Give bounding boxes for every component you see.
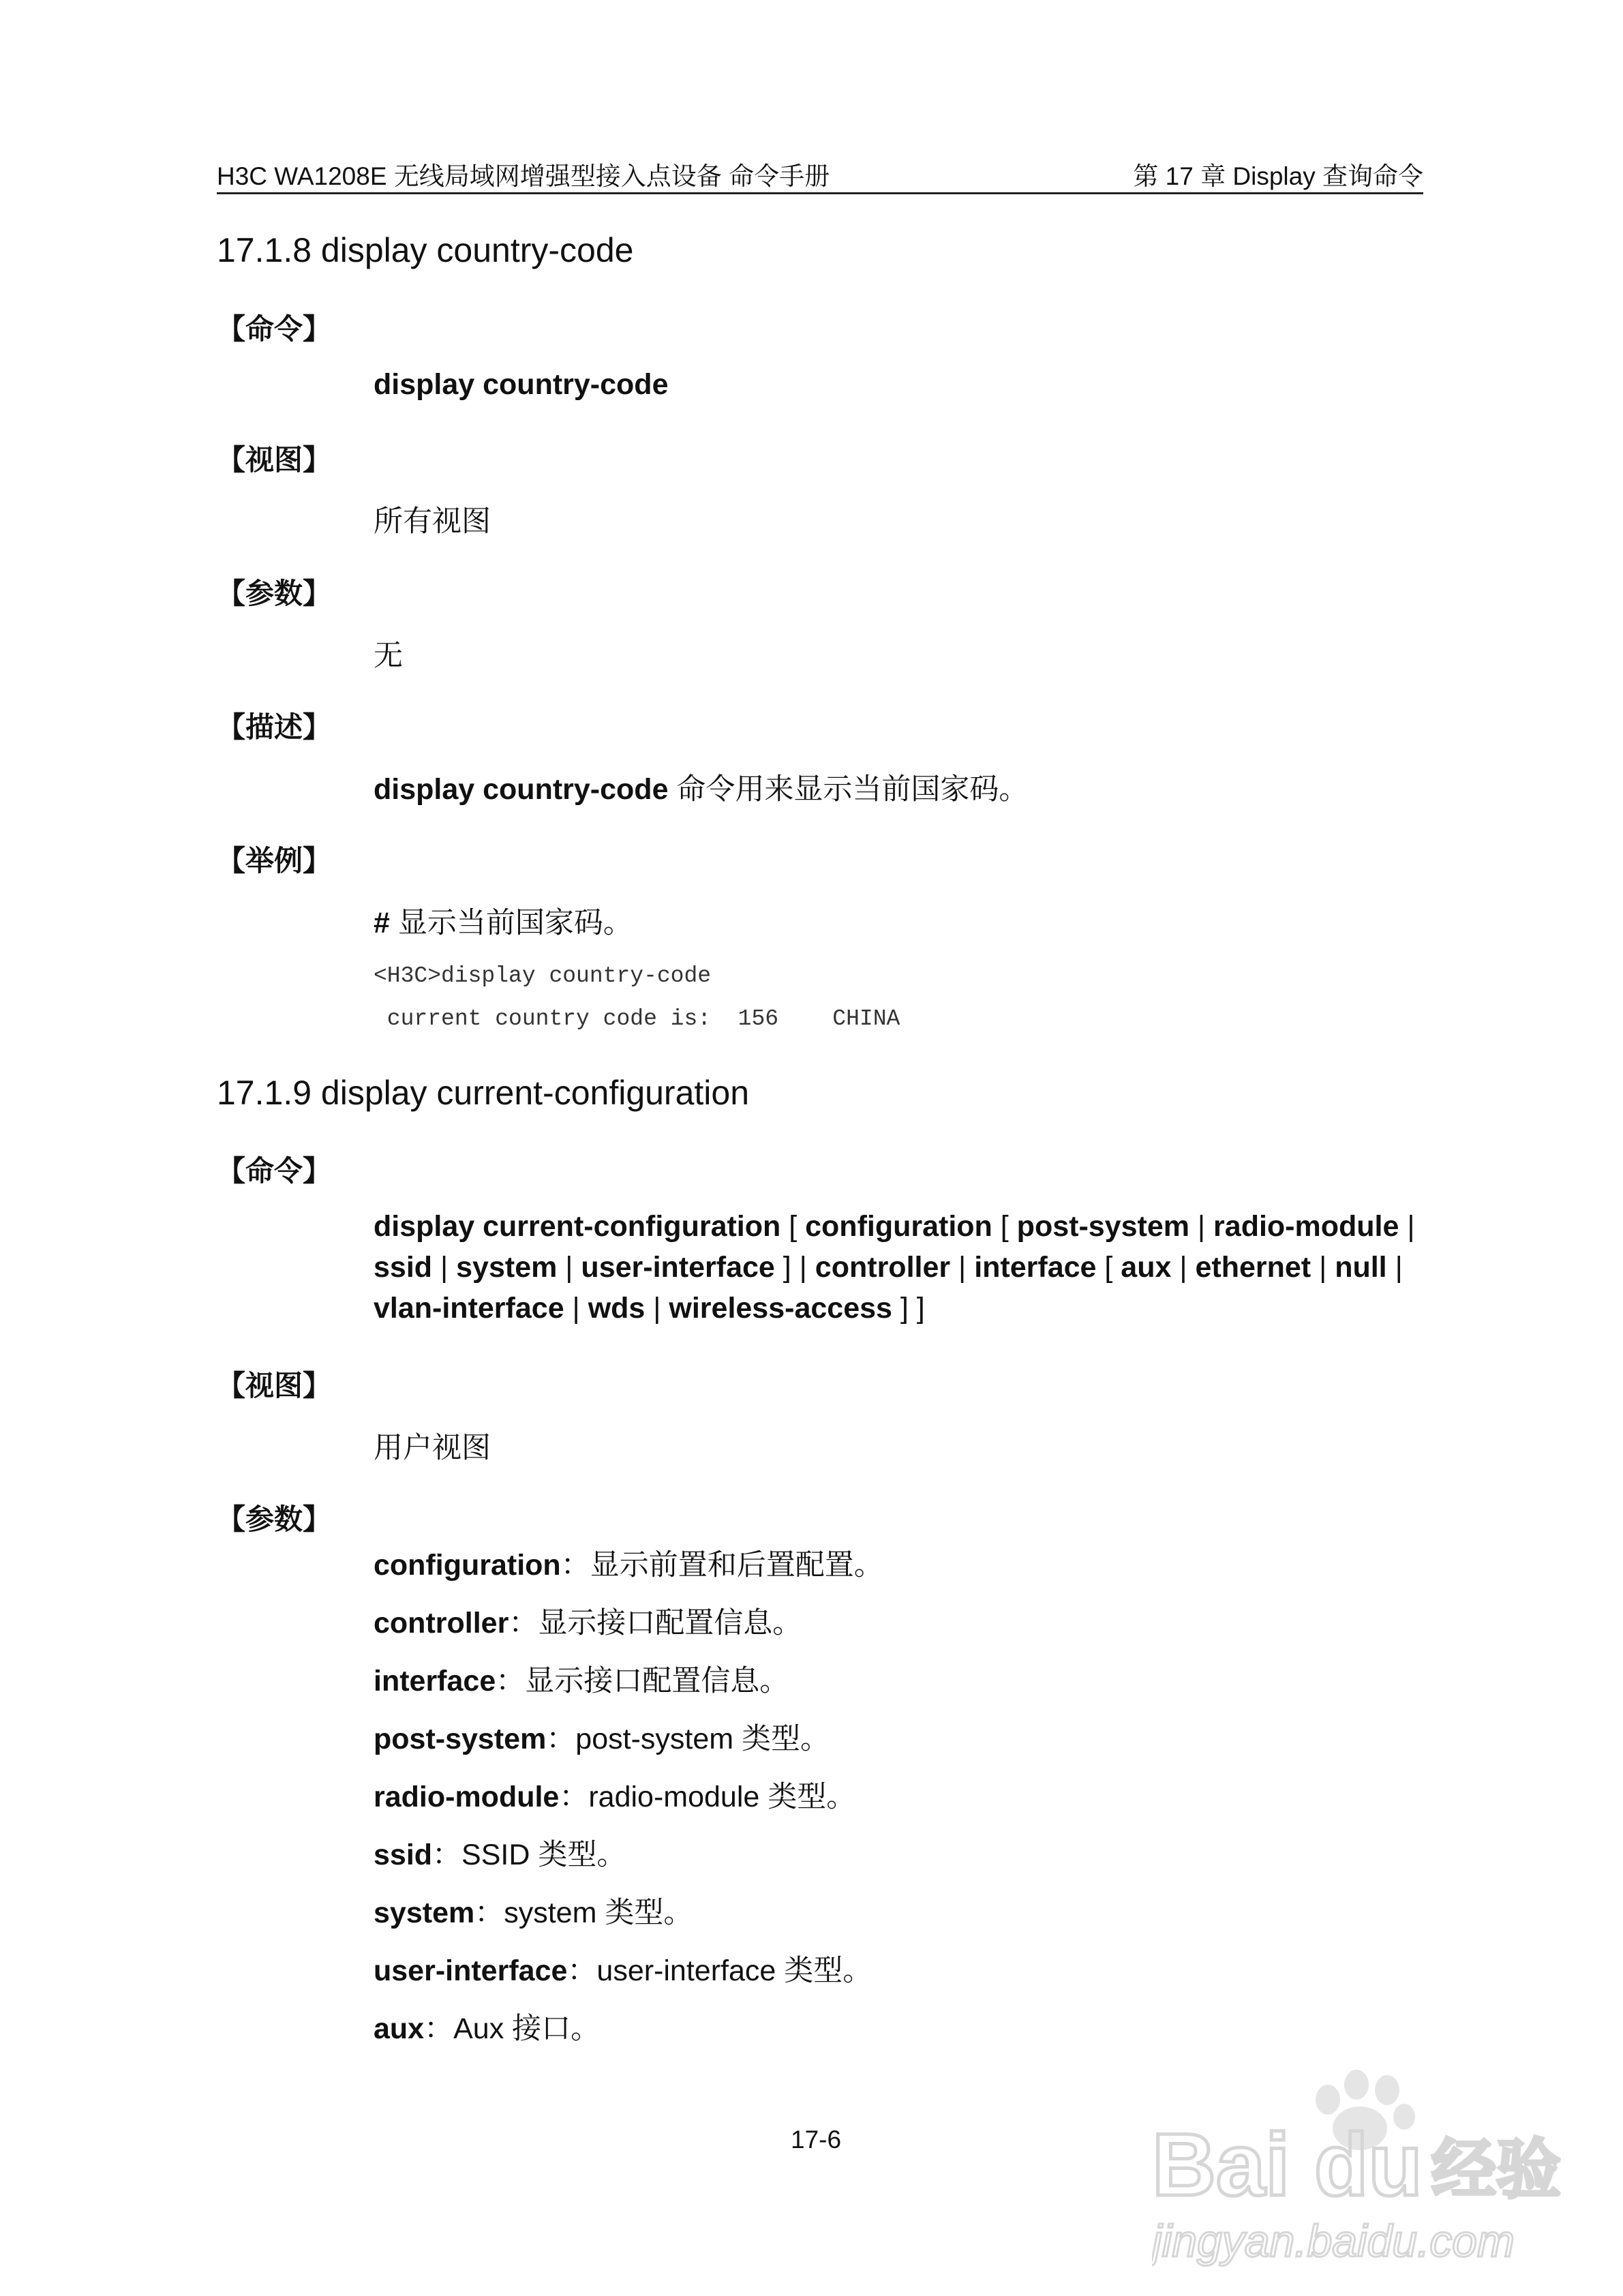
view-text: 所有视图 [374,505,491,538]
command-keyword: configuration [805,1210,992,1243]
command-separator: [ [992,1210,1017,1243]
parameter-description: user-interface 类型。 [596,1954,873,1987]
command-syntax-line [374,1246,1423,1288]
command-keyword: wireless-access [669,1292,892,1325]
parameter-description: 显示接口配置信息。 [525,1665,789,1697]
command-keyword: post-system [1016,1210,1189,1243]
parameter-item [374,1832,626,1873]
section-title-country-code: 17.1.8 display country-code [217,231,634,269]
section-title-current-configuration: 17.1.9 display current-configuration [217,1074,750,1112]
parameter-name: post-system [374,1723,547,1755]
command-separator: | [1399,1210,1415,1243]
parameter-item [374,2006,600,2047]
label-parameter: 【参数】 [217,1503,332,1535]
command-separator: | [1189,1210,1214,1243]
svg-text:Bai: Bai [1152,2115,1290,2214]
command-separator: | [1311,1251,1335,1284]
command-keyword: controller [815,1251,951,1284]
svg-text:du: du [1314,2115,1423,2214]
code-line: current country code is: 156 CHINA [374,1006,900,1031]
parameter-item [374,1542,883,1584]
svg-text:jingyan.baidu.com: jingyan.baidu.com [1152,2216,1515,2266]
command-keyword: display current-configuration [374,1210,781,1243]
parameter-description: radio-module 类型。 [588,1781,856,1813]
parameter-description: SSID 类型。 [461,1839,626,1871]
command-separator: | [1171,1251,1196,1284]
description-body: 命令用来显示当前国家码。 [668,773,1029,806]
parameter-item [374,1774,855,1815]
page-header [217,151,1423,194]
parameter-text: 无 [374,639,403,672]
parameter-item [374,1716,830,1757]
parameter-separator: ： [496,1665,526,1697]
command-keyword: radio-module [1213,1210,1399,1243]
parameter-name: controller [374,1607,509,1640]
parameter-name: system [374,1897,475,1929]
command-separator: | [1386,1251,1403,1284]
command-keyword: wds [588,1292,646,1325]
command-separator: ] ] [892,1292,925,1325]
description-text [374,766,1028,808]
command-keyword: ethernet [1195,1251,1311,1284]
command-separator: | [557,1251,581,1284]
parameter-name: aux [374,2012,425,2045]
label-command: 【命令】 [217,1155,332,1187]
command-syntax-line [374,1205,1423,1248]
parameter-separator: ： [432,1839,462,1871]
command-separator: ] | [774,1251,815,1284]
command-separator: | [950,1251,975,1284]
parameter-item [374,1658,789,1700]
label-parameter: 【参数】 [217,577,332,609]
header-chapter-title: 第 17 章 Display 查询命令 [1133,162,1423,190]
command-syntax-line [374,1287,1423,1329]
parameter-item [374,1890,693,1931]
command-keyword: interface [974,1251,1097,1284]
command-separator: | [432,1251,457,1284]
example-comment [374,900,633,941]
parameter-description: 显示前置和后置配置。 [590,1549,883,1582]
view-text: 用户视图 [374,1432,491,1464]
parameter-name: configuration [374,1549,561,1582]
label-view: 【视图】 [217,444,332,476]
page-number: 17-6 [791,2126,842,2154]
command-keyword: vlan-interface [374,1292,564,1325]
command-separator: | [564,1292,588,1325]
parameter-name: interface [374,1665,496,1697]
label-view: 【视图】 [217,1370,332,1402]
label-description: 【描述】 [217,711,332,743]
parameter-name: ssid [374,1839,433,1871]
parameter-description: system 类型。 [504,1897,693,1929]
example-hash: # [374,907,390,939]
command-keyword: aux [1121,1251,1172,1284]
label-example: 【举例】 [217,845,332,877]
parameter-separator: ： [509,1607,539,1640]
command-separator: | [645,1292,669,1325]
parameter-separator: ： [567,1954,597,1987]
example-comment-text: 显示当前国家码。 [389,907,633,939]
code-line: <H3C>display country-code [374,963,712,988]
svg-text:经验: 经验 [1431,2132,1561,2207]
header-manual-title: H3C WA1208E 无线局域网增强型接入点设备 命令手册 [217,162,830,190]
parameter-description: post-system 类型。 [575,1723,830,1755]
parameter-name: radio-module [374,1781,560,1813]
parameter-item [374,1600,802,1642]
parameter-separator: ： [559,1781,589,1813]
description-command: display country-code [374,773,669,806]
command-keyword: system [456,1251,558,1284]
parameter-separator: ： [474,1897,504,1929]
baidu-jingyan-watermark [1152,2052,1561,2270]
command-separator: [ [1096,1251,1121,1284]
command-separator: [ [780,1210,806,1243]
command-keyword: null [1335,1251,1387,1284]
parameter-description: Aux 接口。 [453,2012,601,2045]
command-syntax: display country-code [374,368,669,401]
command-keyword: ssid [374,1251,433,1284]
parameter-separator: ： [424,2012,454,2045]
parameter-separator: ： [546,1723,576,1755]
parameter-name: user-interface [374,1954,568,1987]
parameter-item [374,1948,872,1989]
command-keyword: user-interface [581,1251,775,1284]
parameter-description: 显示接口配置信息。 [538,1607,802,1640]
parameter-separator: ： [560,1549,590,1582]
label-command: 【命令】 [217,313,332,345]
